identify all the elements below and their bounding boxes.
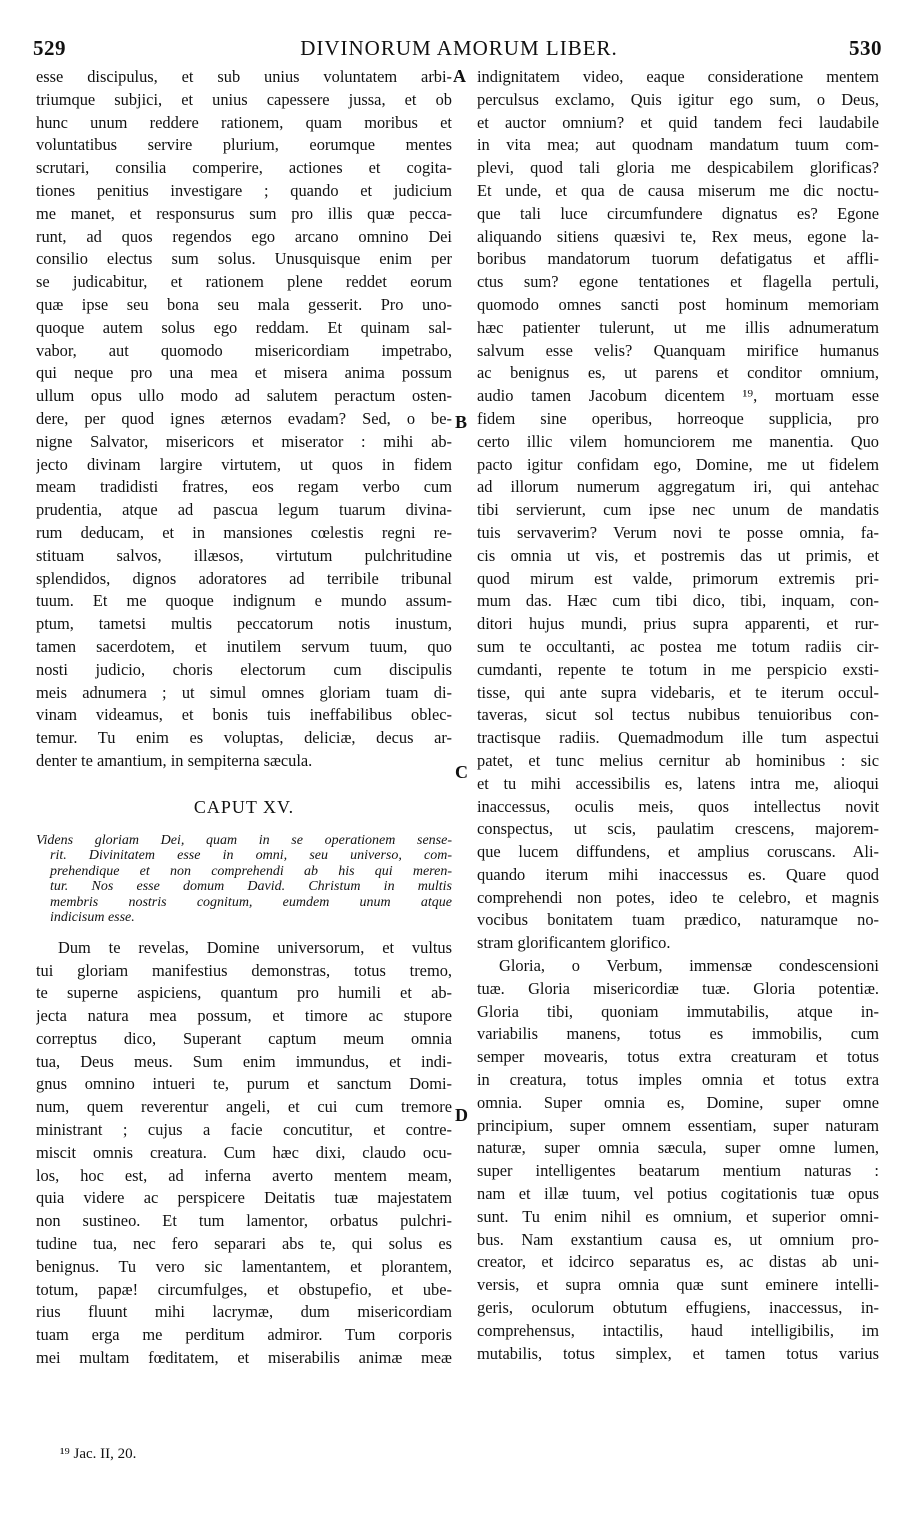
text-line: tisse, qui ante supra videbaris, et te iterum occul- — [477, 682, 879, 702]
text-line: meis adnumera ; ut simul omnes gloriam tuam di- — [36, 682, 452, 702]
chapter-argument-line: tur. Nos esse domum David. Christum in multis — [50, 879, 452, 895]
chapter-argument-line: membris nostris cognitum, eumdem unum atque — [50, 894, 452, 910]
text-line: mum das. Hæc cum tibi dico, tibi, inquam, con- — [477, 591, 879, 611]
right-page-number: 530 — [849, 36, 882, 60]
text-line: runt, ad quos regendos ego arcano omnino Dei — [36, 226, 452, 246]
text-line: in creatura, totus imples omnia et totus extra — [477, 1070, 879, 1090]
text-line: hæc patienter tulerunt, ut me illis adnumeratum — [477, 317, 879, 337]
text-line: audio tamen Jacobum dicentem ¹⁹, mortuam esse — [477, 386, 879, 406]
text-line: inaccessus, oculis meis, quos intellectus novit — [477, 796, 879, 816]
text-line: qui neque pro una mea et misera anima possum — [36, 363, 452, 383]
text-line: mei multam fœditatem, et miserabilis animæ meæ — [36, 1348, 452, 1368]
text-line: ac benignus es, ut parens et conditor omnium, — [477, 363, 879, 383]
text-line: cis omnia ut vis, et postremis das ut primis, et — [477, 545, 879, 565]
text-line: los, hoc est, ad inferna averto mentem meam, — [36, 1165, 452, 1185]
text-line: num, quem reverentur angeli, et cui cum tremore — [36, 1097, 452, 1117]
text-line: Et unde, et qua de causa miserum me dic noctu- — [477, 180, 879, 200]
text-line: tuam erga me perditum admiror. Tum corporis — [36, 1325, 452, 1345]
text-line: creator, et idcirco separatus es, ac distas ab uni- — [477, 1252, 879, 1272]
text-line: ptum, tametsi multis peccatorum notis inustum, — [36, 614, 452, 634]
text-line: vinam videamus, et bonis tuis ineffabilibus oblec- — [36, 705, 452, 725]
text-line: quomodo omnes sancti post hominum memoriam — [477, 294, 879, 314]
text-line: salvum esse velis? Quanquam mirifice humanus — [477, 340, 879, 360]
text-line: semper movearis, totus extra creaturam et totus — [477, 1047, 879, 1067]
text-line: nam et illæ tuum, vel potius cogitationis tuæ opus — [477, 1184, 879, 1204]
text-line: perculsus exclamo, Quis igitur ego sum, o Deus, — [477, 89, 879, 109]
margin-marker-b: B — [455, 412, 468, 432]
text-line: esse discipulus, et sub unius voluntatem arbi- — [36, 67, 452, 86]
text-line: comprehendi non potes, ideo te celebro, et magnis — [477, 887, 879, 907]
text-line: se judicabitur, et rationem plene reddet eorum — [36, 272, 452, 292]
text-line: ad illorum numerum aggregatum iri, qui antehac — [477, 477, 879, 497]
text-line: tudine tua, nec fero separari abs te, qui solus es — [36, 1234, 452, 1254]
left-column — [36, 66, 452, 1370]
text-line: tui gloriam manifestius demonstras, totus tremo, — [36, 960, 452, 980]
text-line: ullum opus ullo modo ad salutem peractum osten- — [36, 386, 452, 406]
text-line: scrutari, consilia comperire, actiones et cogita- — [36, 158, 452, 178]
chapter-argument-line: indicisum esse. — [50, 910, 135, 926]
margin-marker-d: D — [455, 1105, 468, 1125]
text-line: mutabilis, totus simplex, et tamen totus varius — [477, 1343, 879, 1363]
running-header — [0, 36, 918, 60]
text-line: aliquando sitiens quæsivi te, Rex meus, egone la- — [477, 226, 879, 246]
text-line: omnia. Super omnia es, Domine, super omne — [477, 1092, 879, 1112]
text-line: quæ ipse seu bona seu mala gesserit. Pro uno- — [36, 294, 452, 314]
text-line: tuis servaverim? Verum novi te posse omnia, fa- — [477, 522, 879, 542]
running-title: DIVINORUM AMORUM LIBER. — [300, 36, 618, 60]
text-line: totum, papæ! circumfulges, et obstupefio, et ube- — [36, 1279, 452, 1299]
text-line: non sustineo. Et tum lamentor, orbatus pulchri- — [36, 1211, 452, 1231]
text-line: quod mirum est valde, primorum extremis pri- — [477, 568, 879, 588]
text-line: nosti judicio, choris electorum cum discipulis — [36, 659, 452, 679]
text-line: conspectus, ut scis, paulatim crescens, majorem- — [477, 819, 879, 839]
text-line: super intelligentes beatarum mentium naturas : — [477, 1161, 879, 1181]
text-line: cumdanti, repente te totum in me perspicio exsti- — [477, 659, 879, 679]
text-line: miscit omnis creatura. Cum hæc dixi, claudo ocu- — [36, 1142, 452, 1162]
text-line: bus. Nam exstantium causa es, ut omnium pro- — [477, 1229, 879, 1249]
text-line: ctus sum? egone tentationes et flagella pertuli, — [477, 272, 879, 292]
text-line: dere, per quod ignes æternos evadam? Sed, o be- — [36, 408, 452, 428]
text-line: boribus mandatorum tuorum defatigatus et affli- — [477, 249, 879, 269]
right-column — [477, 66, 879, 1365]
text-line: ditori hujus mundi, prius supra apparenti, et rur- — [477, 614, 879, 634]
text-line: jecto divinam largire virtutem, ut quos in fidem — [36, 454, 452, 474]
text-line: sum te occultanti, ac postea me totum radiis cir- — [477, 636, 879, 656]
text-line: tamen sacerdotem, et inutilem servum tuum, quo — [36, 636, 452, 656]
margin-marker-a: A — [453, 66, 466, 86]
text-line: que lucem diffundens, et amplius coruscans. Ali- — [477, 842, 879, 862]
text-line: ministrant ; cujus a facie concutitur, et contre- — [36, 1120, 452, 1140]
text-line: rius fluunt mihi lacrymæ, dum misericordiam — [36, 1302, 452, 1322]
text-line: stram glorificantem glorifico. — [477, 933, 671, 953]
chapter-argument-line: prehendique et non comprehendi ab his qui meren- — [50, 863, 452, 879]
text-line: sunt. Tu enim nihil es omnium, et superior omni- — [477, 1206, 879, 1226]
text-line: quoque autem solus ego reddam. Et quinam sal- — [36, 317, 452, 337]
text-line: et tu mihi accessibilis es, latens intra me, alioqui — [477, 773, 879, 793]
text-line: temur. Tu enim es voluptas, deliciæ, decus ar- — [36, 728, 452, 748]
text-line: splendidos, dignos adoratores ad terribile tribunal — [36, 568, 452, 588]
text-line: gnus omnino intueri te, purum et sanctum Domi- — [36, 1074, 452, 1094]
text-line: te superne aspiciens, quantum pro humili et ab- — [36, 983, 452, 1003]
text-line: benignus. Tu vero sic lamentantem, et plorantem, — [36, 1256, 452, 1276]
text-line: taveras, sicut sol tectus nubibus tenuioribus con- — [477, 705, 879, 725]
text-line: variabilis manens, totus es immobilis, cum — [477, 1024, 879, 1044]
text-line: Gloria, o Verbum, immensæ condescensioni — [499, 956, 879, 976]
text-line: pacto igitur confidam ego, Domine, me ut fidelem — [477, 454, 879, 474]
chapter-title: CAPUT XV. — [193, 796, 295, 817]
text-line: rum deducam, et in mansiones cœlestis regni re- — [36, 522, 452, 542]
text-line: tuæ. Gloria misericordiæ tuæ. Gloria potentiæ. — [477, 978, 879, 998]
text-line: versis, et supra omnia quæ sunt eminere intelli- — [477, 1275, 879, 1295]
text-line: plevi, quod tali gloria me despicabilem glorificas? — [477, 158, 879, 178]
text-line: stituam salvos, illæsos, virtutum pulchritudine — [36, 545, 452, 565]
text-line: vocibus bonitatem tuam prædico, naturamque no- — [477, 910, 879, 930]
text-line: nigne Salvator, misericors et miserator : mihi ab- — [36, 431, 452, 451]
text-line: tua, Deus meus. Sum enim immundus, et indi- — [36, 1051, 452, 1071]
text-line: tiones penitius investigare ; quando et judicium — [36, 180, 452, 200]
text-line: in vita mea; aut quodnam mandatum tuum com- — [477, 135, 879, 155]
text-line: comprehensus, intactilis, haud intelligibilis, im — [477, 1320, 879, 1340]
text-line: triumque subjici, et unius capessere jussa, et ob — [36, 89, 452, 109]
text-line: patet, et tunc melius cernitur ab hominibus : sic — [477, 750, 879, 770]
text-line: tuum. Et me quoque indignum e mundo assum- — [36, 591, 452, 611]
text-line: et auctor omnium? et quid tandem feci laudabile — [477, 112, 879, 132]
text-line: Gloria tibi, quoniam immutabilis, atque in- — [477, 1001, 879, 1021]
text-line: certo illic vilem homunciorem me manentia. Quo — [477, 431, 879, 451]
text-line: principium, super omnem essentiam, super naturam — [477, 1115, 879, 1135]
text-line: fidem sine operibus, horreoque supplicia, pro — [477, 408, 879, 428]
text-line: jecta natura mea possum, et timore ac stupore — [36, 1006, 452, 1026]
text-line: denter te amantium, in sempiterna sæcula. — [36, 750, 313, 770]
text-line: vabor, aut quomodo misericordiam impetrabo, — [36, 340, 452, 360]
left-page-number: 529 — [33, 36, 66, 60]
text-line: correptus dico, Superant captum meum omnia — [36, 1028, 452, 1048]
text-line: prudentia, atque ad pascua legum tuarum divina- — [36, 500, 452, 520]
chapter-argument-line: Videns gloriam Dei, quam in se operationem sense- — [36, 832, 452, 848]
text-line: Dum te revelas, Domine universorum, et vultus — [58, 937, 452, 957]
text-line: quia videre ac perspicere Deitatis tuæ majestatem — [36, 1188, 452, 1208]
text-line: voluntatibus servire plurium, eorumque mentes — [36, 135, 452, 155]
text-line: naturæ, super omnia sæcula, super omne lumen, — [477, 1138, 879, 1158]
chapter-argument-line: rit. Divinitatem esse in omni, seu universo, com- — [50, 848, 452, 864]
text-line: que tali luce circumfundere dignatus es? Egone — [477, 203, 879, 223]
text-line: quando iterum mihi inaccessus es. Quare quod — [477, 864, 879, 884]
text-line: indignitatem video, eaque consideratione mentem — [477, 67, 879, 86]
text-line: geris, oculorum obtutum effugiens, inaccessus, in- — [477, 1298, 879, 1318]
text-line: tractisque radiis. Quemadmodum ille tum aspectui — [477, 728, 879, 748]
text-line: meam tradidisti fratres, eos regam verbo cum — [36, 477, 452, 497]
text-line: me manet, et responsurus sum pro illis quæ pecca- — [36, 203, 452, 223]
margin-marker-c: C — [455, 762, 468, 782]
text-line: hunc unum reddere rationem, quam moribus et — [36, 112, 452, 132]
text-line: consilio electus sum solus. Unusquisque enim per — [36, 249, 452, 269]
footnote: ¹⁹ Jac. II, 20. — [60, 1446, 137, 1462]
text-line: tibi servierunt, cum ipse nec unum de mandatis — [477, 500, 879, 520]
